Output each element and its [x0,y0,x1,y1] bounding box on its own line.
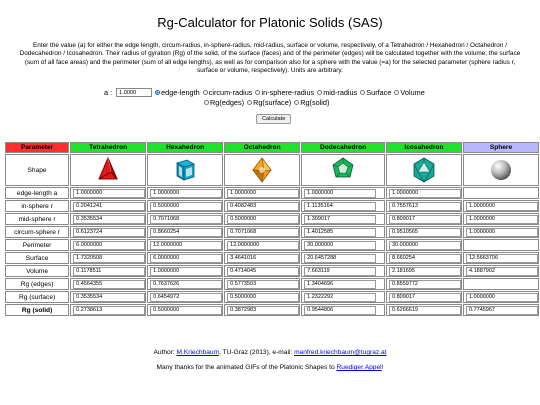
value-cell [301,265,385,277]
table-row [5,239,539,251]
value-field[interactable]: 0.5000000 [150,202,222,211]
value-cell [70,278,146,290]
table-row [5,252,539,264]
value-field[interactable]: 0.7071068 [227,228,299,237]
calculate-button[interactable]: Calculate [256,114,291,124]
row-label: edge-length a [5,187,69,199]
value-cell [147,200,223,212]
sphere-icon [463,154,539,186]
value-cell [301,200,385,212]
radio-rg-surface[interactable] [247,98,291,107]
value-cell [386,213,462,225]
radio-row-2 [204,98,332,107]
row-label: Rg (surface) [5,291,69,303]
author-link[interactable]: M.Kriechbaum [176,349,220,356]
hexahedron-icon [147,154,223,186]
value-field[interactable]: 2.181695 [389,267,461,276]
value-field[interactable]: 1.2322292 [304,293,376,302]
radio-circum-radius[interactable] [203,88,253,97]
radio-button-circle[interactable] [360,90,365,95]
value-field[interactable]: 20.6457288 [304,254,376,263]
header-tetrahedron: Tetrahedron [70,142,146,153]
radio-button-circle[interactable] [294,100,299,105]
value-cell [463,304,539,316]
radio-group-2 [204,98,332,107]
radio-label: in-sphere-radius [261,88,315,97]
value-cell [224,187,300,199]
value-field[interactable]: 0.6266619 [389,306,461,315]
author-mid: , TU-Graz (2013), e-mail: [219,349,295,356]
value-field[interactable]: 0.809017 [389,215,461,224]
radio-label: Surface [366,88,392,97]
value-field[interactable]: 1.0000000 [227,189,299,198]
radio-rg-edges[interactable] [204,98,244,107]
value-field[interactable]: 0.4564355 [73,280,145,289]
value-cell [70,291,146,303]
header-hexahedron: Hexahedron [147,142,223,153]
table-row [5,304,539,316]
radio-button-circle[interactable] [247,100,252,105]
row-label: Perimeter [5,239,69,251]
value-field[interactable]: 0.4082483 [227,202,299,211]
value-cell [70,265,146,277]
thanks-line [0,364,540,371]
value-field[interactable]: 1.0000000 [304,189,376,198]
radio-label: Rg(solid) [300,98,330,107]
value-field[interactable]: 0.7637626 [150,280,222,289]
value-cell [463,291,539,303]
header-sphere: Sphere [463,142,539,153]
value-cell [386,239,462,251]
table-row [5,187,539,199]
a-value-input[interactable] [116,88,152,97]
value-cell [224,291,300,303]
radio-label: circum-radius [208,88,253,97]
value-cell [463,239,539,251]
value-field[interactable]: 1.0000000 [150,267,222,276]
value-cell [463,200,539,212]
header-icosahedron: Icosahedron [386,142,462,153]
value-cell [301,278,385,290]
value-cell [147,239,223,251]
results-table [4,141,540,317]
thanks-suffix: ! [381,364,384,371]
value-field[interactable]: 1.4012585 [304,228,376,237]
header-dodecahedron: Dodecahedron [301,142,385,153]
octahedron-icon [224,154,300,186]
value-cell [386,304,462,316]
dodecahedron-icon [301,154,385,186]
value-cell [386,187,462,199]
value-cell [147,252,223,264]
header-octahedron: Octahedron [224,142,300,153]
value-cell [301,239,385,251]
radio-label: edge-length [161,88,200,97]
radio-label: Rg(edges) [210,98,245,107]
intro-text: Enter the value (a) for either the edge length, circum-radius, in-sphere-radius, mid-radius, surface or volume, respectively, of a Tetrahedron / Hexahedron / Octahedron / Dodecahedron / Icosahedron. Their radius of gyration (Rg) of the solid, of the surface (faces) and of the perimeter (edges) will be calculated together with the volume, the surface (sum of all face areas) and the perimeter (sum of all edge lengths), as well as for comparison also for a sphere with the value (=a) for the selected parameter (sphere radius r, surface or volume, respectively). Units are arbitrary. [19,42,521,74]
value-field[interactable]: 7.663119 [304,267,376,276]
a-label: a : [104,88,113,97]
row-label: Surface [5,252,69,264]
row-label: in-sphere r [5,200,69,212]
value-field[interactable]: 1.3404696 [304,280,376,289]
icosahedron-icon [386,154,462,186]
table-row [5,200,539,212]
value-cell [70,226,146,238]
value-field[interactable]: 1.0000000 [466,202,538,211]
radio-surface[interactable] [360,88,391,97]
table-row [5,226,539,238]
value-field[interactable]: 0.2738613 [73,306,145,315]
value-field[interactable]: 0.5773503 [227,280,299,289]
table-row [5,291,539,303]
value-cell [147,226,223,238]
value-field[interactable]: 0.809017 [389,293,461,302]
value-field[interactable]: 0.3872983 [227,306,299,315]
value-field[interactable]: 4.1887902 [466,267,538,276]
value-cell [463,265,539,277]
value-cell [224,252,300,264]
value-cell [147,304,223,316]
value-cell [386,265,462,277]
value-field[interactable]: 1.7320508 [73,254,145,263]
table-body [5,154,539,316]
value-cell [70,239,146,251]
tetrahedron-icon [70,154,146,186]
value-cell [301,187,385,199]
value-cell [463,226,539,238]
value-cell [224,226,300,238]
radio-label: Volume [400,88,425,97]
value-cell [147,187,223,199]
value-field[interactable]: 0.7557613 [389,202,461,211]
value-cell [70,304,146,316]
author-prefix: Author: [153,349,177,356]
row-label: circum-sphere r [5,226,69,238]
page-title: Rg-Calculator for Platonic Solids (SAS) [157,15,383,30]
radio-button-circle[interactable] [394,90,399,95]
value-cell [70,213,146,225]
radio-in-sphere-radius[interactable] [255,88,314,97]
value-cell [70,200,146,212]
value-field[interactable]: 1.0000000 [466,293,538,302]
value-field[interactable]: 1.0000000 [73,189,145,198]
radio-button-circle[interactable] [204,100,209,105]
value-cell [147,291,223,303]
value-cell [224,304,300,316]
radio-row-1 [104,88,428,97]
value-cell [147,265,223,277]
thanks-link[interactable]: Ruediger Appel [336,364,382,371]
value-field[interactable]: 0.5000000 [227,215,299,224]
value-field[interactable]: 0.5000000 [227,293,299,302]
value-cell [147,213,223,225]
table-row [5,265,539,277]
value-field[interactable]: 0.3535534 [73,215,145,224]
value-cell [301,304,385,316]
radio-mid-radius[interactable] [317,88,357,97]
value-field[interactable]: 0.9544806 [304,306,376,315]
radio-button-circle[interactable] [203,90,208,95]
radio-button-circle[interactable] [255,90,260,95]
shape-label: Shape [5,154,69,186]
value-field[interactable]: 0.7745967 [466,306,538,315]
value-cell [224,213,300,225]
value-field[interactable]: 12.0000000 [227,241,299,250]
radio-label: mid-radius [323,88,358,97]
value-cell [463,252,539,264]
value-field[interactable]: 0.6454972 [150,293,222,302]
value-field[interactable]: 8.660254 [389,254,461,263]
value-cell [386,200,462,212]
header-parameter: Parameter [5,142,69,153]
row-label: Volume [5,265,69,277]
value-cell [70,252,146,264]
value-field[interactable]: 0.4714045 [227,267,299,276]
value-cell [463,213,539,225]
value-field[interactable]: 0.1178511 [73,267,145,276]
value-field[interactable]: 30.000000 [304,241,376,250]
value-cell [224,200,300,212]
value-field[interactable]: 1.1135164 [304,202,376,211]
value-field[interactable]: 6.0000000 [150,254,222,263]
value-field[interactable]: 12.0000000 [150,241,222,250]
value-cell [301,252,385,264]
value-cell [386,252,462,264]
value-cell [386,226,462,238]
value-field[interactable]: 0.3535534 [73,293,145,302]
radio-label: Rg(surface) [253,98,292,107]
radio-volume[interactable] [394,88,424,97]
value-cell [301,226,385,238]
value-field[interactable]: 1.0000000 [466,228,538,237]
value-cell [224,265,300,277]
value-cell [301,213,385,225]
row-label: Rg (solid) [5,304,69,316]
value-field[interactable]: 0.8660254 [150,228,222,237]
radio-rg-solid[interactable] [294,98,329,107]
value-field[interactable]: 1.0000000 [150,189,222,198]
value-field[interactable]: 0.2041241 [73,202,145,211]
table-row [5,213,539,225]
value-field[interactable]: 0.7071068 [150,215,222,224]
row-label: mid-sphere r [5,213,69,225]
radio-group-1 [155,88,428,97]
value-field[interactable]: 0.6123724 [73,228,145,237]
value-cell [224,239,300,251]
value-field[interactable]: 30.000000 [389,241,461,250]
value-field[interactable]: 6.0000000 [73,241,145,250]
value-cell [224,278,300,290]
value-cell [70,187,146,199]
radio-edge-length[interactable] [155,88,200,97]
value-cell [463,278,539,290]
value-field[interactable]: 1.0000000 [466,215,538,224]
shape-row [5,154,539,186]
value-cell [147,278,223,290]
radio-button-circle[interactable] [317,90,322,95]
value-field[interactable]: 0.9510565 [389,228,461,237]
value-cell [463,187,539,199]
value-field[interactable]: 3.4641016 [227,254,299,263]
value-field[interactable]: 1.0000000 [389,189,461,198]
value-cell [386,278,462,290]
value-field[interactable]: 12.5663706 [466,254,538,263]
thanks-prefix: Many thanks for the animated GIFs of the Platonic Shapes to [156,364,337,371]
value-cell [301,291,385,303]
value-field[interactable]: 1.309017 [304,215,376,224]
table-header-row [5,142,539,153]
value-field[interactable]: 0.5000000 [150,306,222,315]
value-field[interactable]: 0.8559772 [389,280,461,289]
row-label: Rg (edges) [5,278,69,290]
value-cell [386,291,462,303]
table-row [5,278,539,290]
email-link[interactable]: manfred.kriechbaum@tugraz.at [294,349,387,356]
radio-button-circle[interactable] [155,90,160,95]
author-line [0,349,540,356]
